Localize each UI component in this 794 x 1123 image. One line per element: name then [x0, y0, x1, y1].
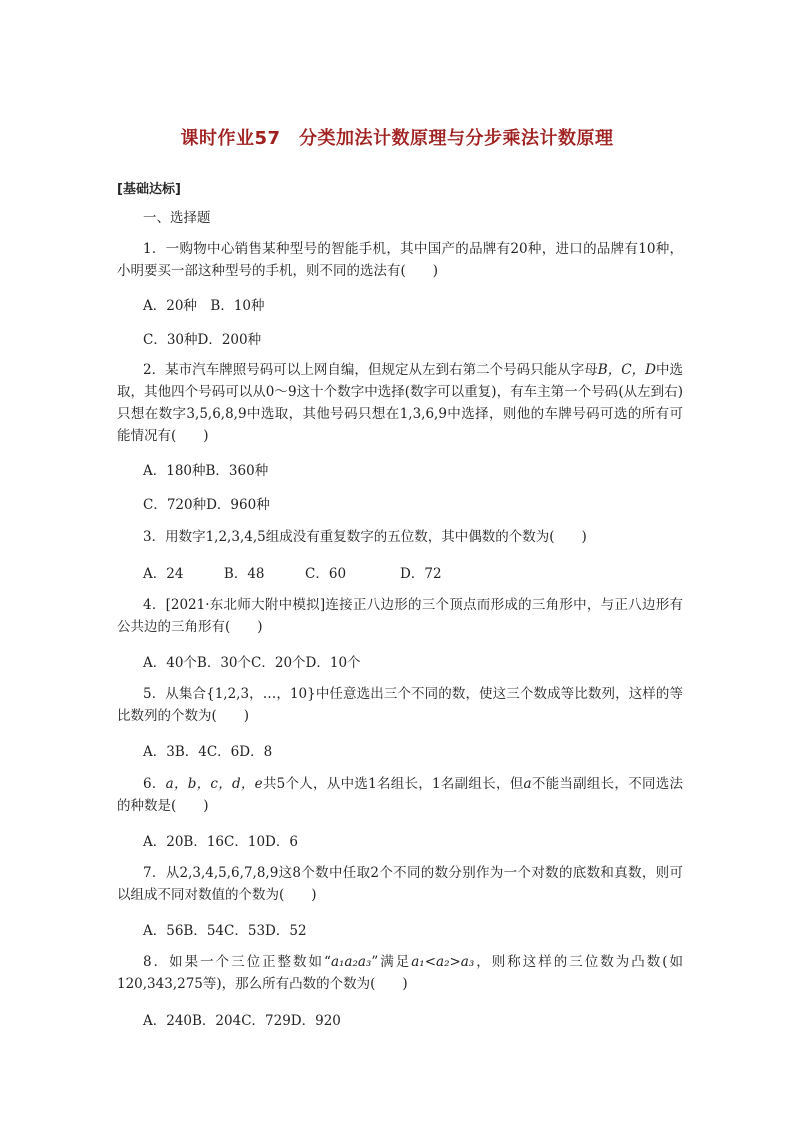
question-6-letters: a，b，c，d，e — [165, 776, 263, 792]
question-8-stem-part-c: ，则称这样的三位数为凸数(如120,343,275等)，那么所有凸数的个数为( ) — [117, 954, 683, 992]
question-5-options-1: A．3B．4C．6D．8 — [143, 744, 273, 760]
question-6-stem-part-a: 6． — [143, 776, 166, 792]
question-2-stem — [117, 359, 683, 447]
question-8-expr-2: a₁<a₂>a₃ — [411, 954, 475, 970]
question-1-options-2: C．30种D．200种 — [143, 332, 262, 348]
question-2-letters: B，C，D — [597, 362, 656, 378]
question-6-stem-part-c: 不能当副组长，不同选法的种数是( ) — [117, 776, 683, 814]
question-6-letter-a: a — [523, 776, 532, 792]
question-4-stem: 4．[2021·东北师大附中模拟]连接正八边形的三个顶点而形成的三角形中，与正八边形有公共边的三角形有( ) — [117, 597, 683, 635]
question-1-options-1: A．20种 B．10种 — [143, 298, 265, 314]
subsection-label: 一、选择题 — [143, 210, 211, 226]
question-8-expr-1: a₁a₂a₃ — [330, 954, 372, 970]
question-2-options-2: C．720种D．960种 — [143, 497, 270, 513]
question-3-options-1: A．24 B．48 C．60 D．72 — [143, 566, 442, 582]
question-7-stem: 7．从2,3,4,5,6,7,8,9这8个数中任取2个不同的数分别作为一个对数的底数和真数，则可以组成不同对数值的个数为( ) — [117, 865, 683, 903]
question-2-stem-part-a: 2．某市汽车牌照号码可以上网自编，但规定从左到右第二个号码只能从字母 — [143, 362, 598, 378]
question-8-stem-part-a: 8．如果一个三位正整数如“ — [143, 954, 331, 970]
question-7-options-1: A．56B．54C．53D．52 — [143, 923, 307, 939]
question-8-stem — [117, 951, 683, 995]
page-title: 课时作业57 分类加法计数原理与分步乘法计数原理 — [180, 128, 614, 149]
question-3-stem: 3．用数字1,2,3,4,5组成没有重复数字的五位数，其中偶数的个数为( ) — [143, 529, 587, 545]
question-8-options-1: A．240B．204C．729D．920 — [143, 1013, 341, 1029]
question-6-stem — [117, 773, 683, 817]
question-6-options-1: A．20B．16C．10D．6 — [143, 834, 298, 850]
section-label: [基础达标] — [117, 182, 181, 197]
question-1-stem: 1．一购物中心销售某种型号的智能手机，其中国产的品牌有20种，进口的品牌有10种，小明要买一部这种型号的手机，则不同的选法有( ) — [117, 241, 683, 279]
question-2-stem-part-b: 中选取，其他四个号码可以从0～9这十个数字中选择(数字可以重复)，有车主第一个号码(从左到右)只想在数字3,5,6,8,9中选取，其他号码只想在1,3,6,9中选择，则他的车牌号码可选的所有可能情况有( ) — [117, 362, 684, 444]
question-8-stem-part-b: ”满足 — [371, 954, 412, 970]
question-5-stem: 5．从集合{1,2,3，…，10}中任意选出三个不同的数，使这三个数成等比数列，这样的等比数列的个数为( ) — [117, 686, 683, 724]
question-2-options-1: A．180种B．360种 — [143, 463, 269, 479]
question-4-options-1: A．40个B．30个C．20个D．10个 — [143, 655, 361, 671]
question-6-stem-part-b: 共5个人，从中选1名组长，1名副组长，但 — [262, 776, 524, 792]
